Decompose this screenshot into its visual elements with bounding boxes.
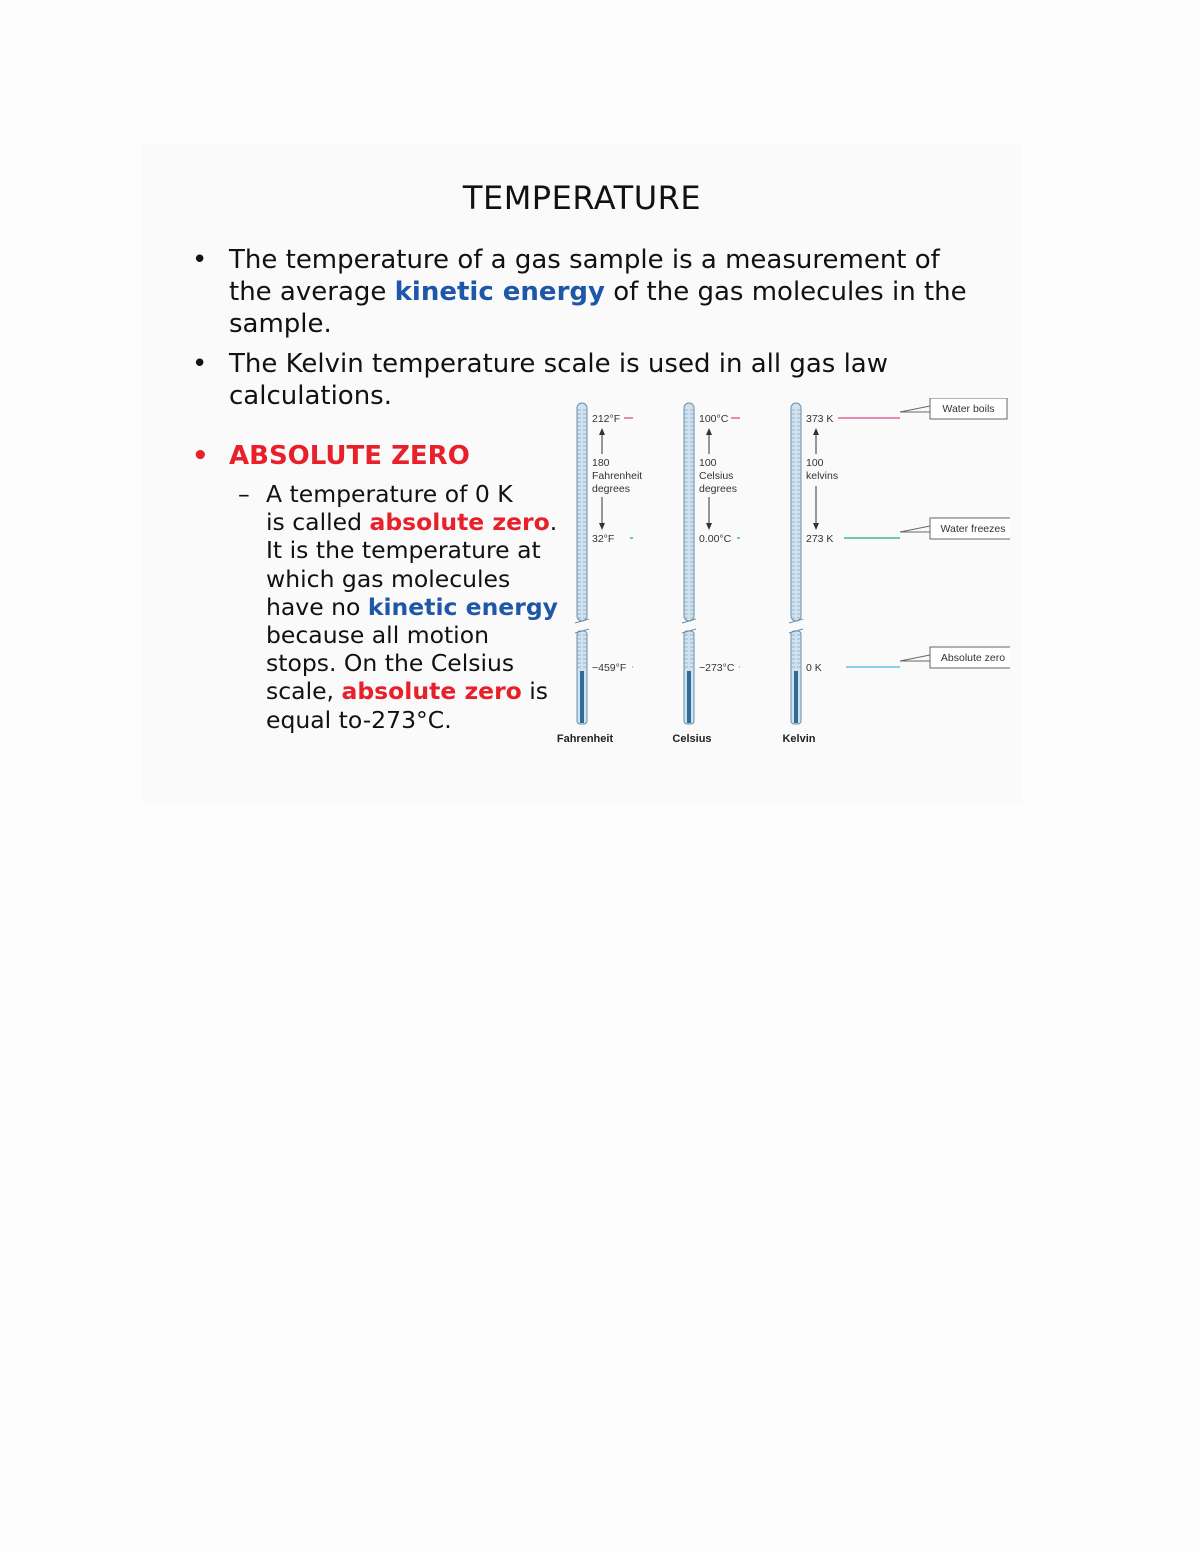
sub-line: It is the temperature at — [266, 536, 541, 565]
label-water-freezes-value: 273 K — [806, 533, 834, 545]
sub-line — [266, 593, 566, 621]
arrow-head-down — [706, 523, 712, 530]
bullet-absolute-zero — [192, 440, 512, 476]
text-fragment: of the gas molecules in the — [604, 277, 967, 307]
text-fragment: scale, — [266, 677, 342, 706]
span-label: degrees — [699, 483, 737, 495]
label-water-freezes-value: 32°F — [592, 533, 615, 545]
label-absolute-zero-value: −459°F — [592, 662, 627, 674]
text-fragment: the average — [229, 277, 395, 307]
slide — [142, 143, 1022, 803]
text-fragment: is called — [266, 508, 370, 537]
thermometer-tube-upper — [577, 403, 587, 621]
slide-title: TEMPERATURE — [462, 179, 702, 217]
bullet-line: The temperature of a gas sample is a measurement of — [229, 245, 940, 275]
callout-absolute-zero-text: Absolute zero — [940, 652, 1006, 664]
bullet-line: calculations. — [229, 381, 392, 411]
thermometer-liquid — [794, 671, 798, 723]
bullet-line — [229, 276, 992, 308]
thermometer-tube-upper — [684, 403, 694, 621]
thermometer-scales-figure — [550, 398, 1010, 753]
callout-water-boils-text: Water boils — [942, 403, 995, 415]
label-water-freezes-value: 0.00°C — [699, 533, 732, 545]
bullet-line: sample. — [229, 309, 332, 339]
arrow-head-down — [813, 523, 819, 530]
sub-line — [266, 677, 566, 705]
thermometer-diagram — [550, 398, 1010, 753]
label-absolute-zero-value: −273°C — [699, 662, 735, 674]
sub-line: which gas molecules — [266, 564, 511, 593]
bullet-dot: • — [192, 441, 209, 471]
label-water-boils-value: 373 K — [806, 413, 834, 425]
sub-line: stops. On the Celsius — [266, 649, 515, 678]
span-label: 100 — [806, 457, 824, 469]
arrow-head-up — [599, 428, 605, 435]
bullet-temperature-definition — [192, 244, 992, 344]
callout-water-boils-pointer — [900, 406, 930, 412]
thermometer-liquid — [687, 671, 691, 723]
scale-name-celsius: Celsius — [672, 733, 712, 745]
scale-name-fahrenheit: Fahrenheit — [556, 733, 614, 745]
span-label: Fahrenheit — [592, 470, 643, 482]
keyword-kinetic-energy: kinetic energy — [394, 277, 605, 307]
callout-water-freezes-text: Water freezes — [940, 523, 1006, 535]
label-absolute-zero-value: 0 K — [806, 662, 822, 674]
sub-line: because all motion — [266, 621, 489, 650]
span-label: Celsius — [699, 470, 734, 482]
bullet-dot: • — [192, 349, 208, 379]
arrow-head-up — [706, 428, 712, 435]
keyword-absolute-zero: absolute zero — [369, 508, 550, 537]
label-water-boils-value: 100°C — [699, 413, 729, 425]
span-label: kelvins — [806, 470, 839, 482]
keyword-absolute-zero: absolute zero — [341, 677, 522, 706]
span-label: 100 — [699, 457, 717, 469]
bullet-line: The Kelvin temperature scale is used in all gas law — [229, 349, 889, 379]
keyword-kinetic-energy: kinetic energy — [367, 592, 558, 621]
sub-line: A temperature of 0 K — [266, 480, 513, 508]
text-fragment: . — [549, 508, 558, 537]
arrow-head-down — [599, 523, 605, 530]
thermometer-liquid — [580, 671, 584, 723]
sub-line — [266, 508, 566, 536]
thermometer-tube-upper — [791, 403, 801, 621]
dash-marker: – — [238, 480, 250, 508]
span-label: 180 — [592, 457, 610, 469]
scale-name-kelvin: Kelvin — [782, 733, 816, 745]
callout-water-freezes-pointer — [900, 526, 930, 532]
callout-absolute-zero-pointer — [900, 655, 930, 661]
label-water-boils-value: 212°F — [592, 413, 621, 425]
text-fragment: is — [521, 677, 549, 706]
span-label: degrees — [592, 483, 630, 495]
arrow-head-up — [813, 428, 819, 435]
sub-line: equal to-273°C. — [266, 705, 452, 734]
absolute-zero-heading: ABSOLUTE ZERO — [229, 441, 470, 471]
bullet-dot: • — [192, 245, 208, 275]
text-fragment: have no — [266, 592, 368, 621]
